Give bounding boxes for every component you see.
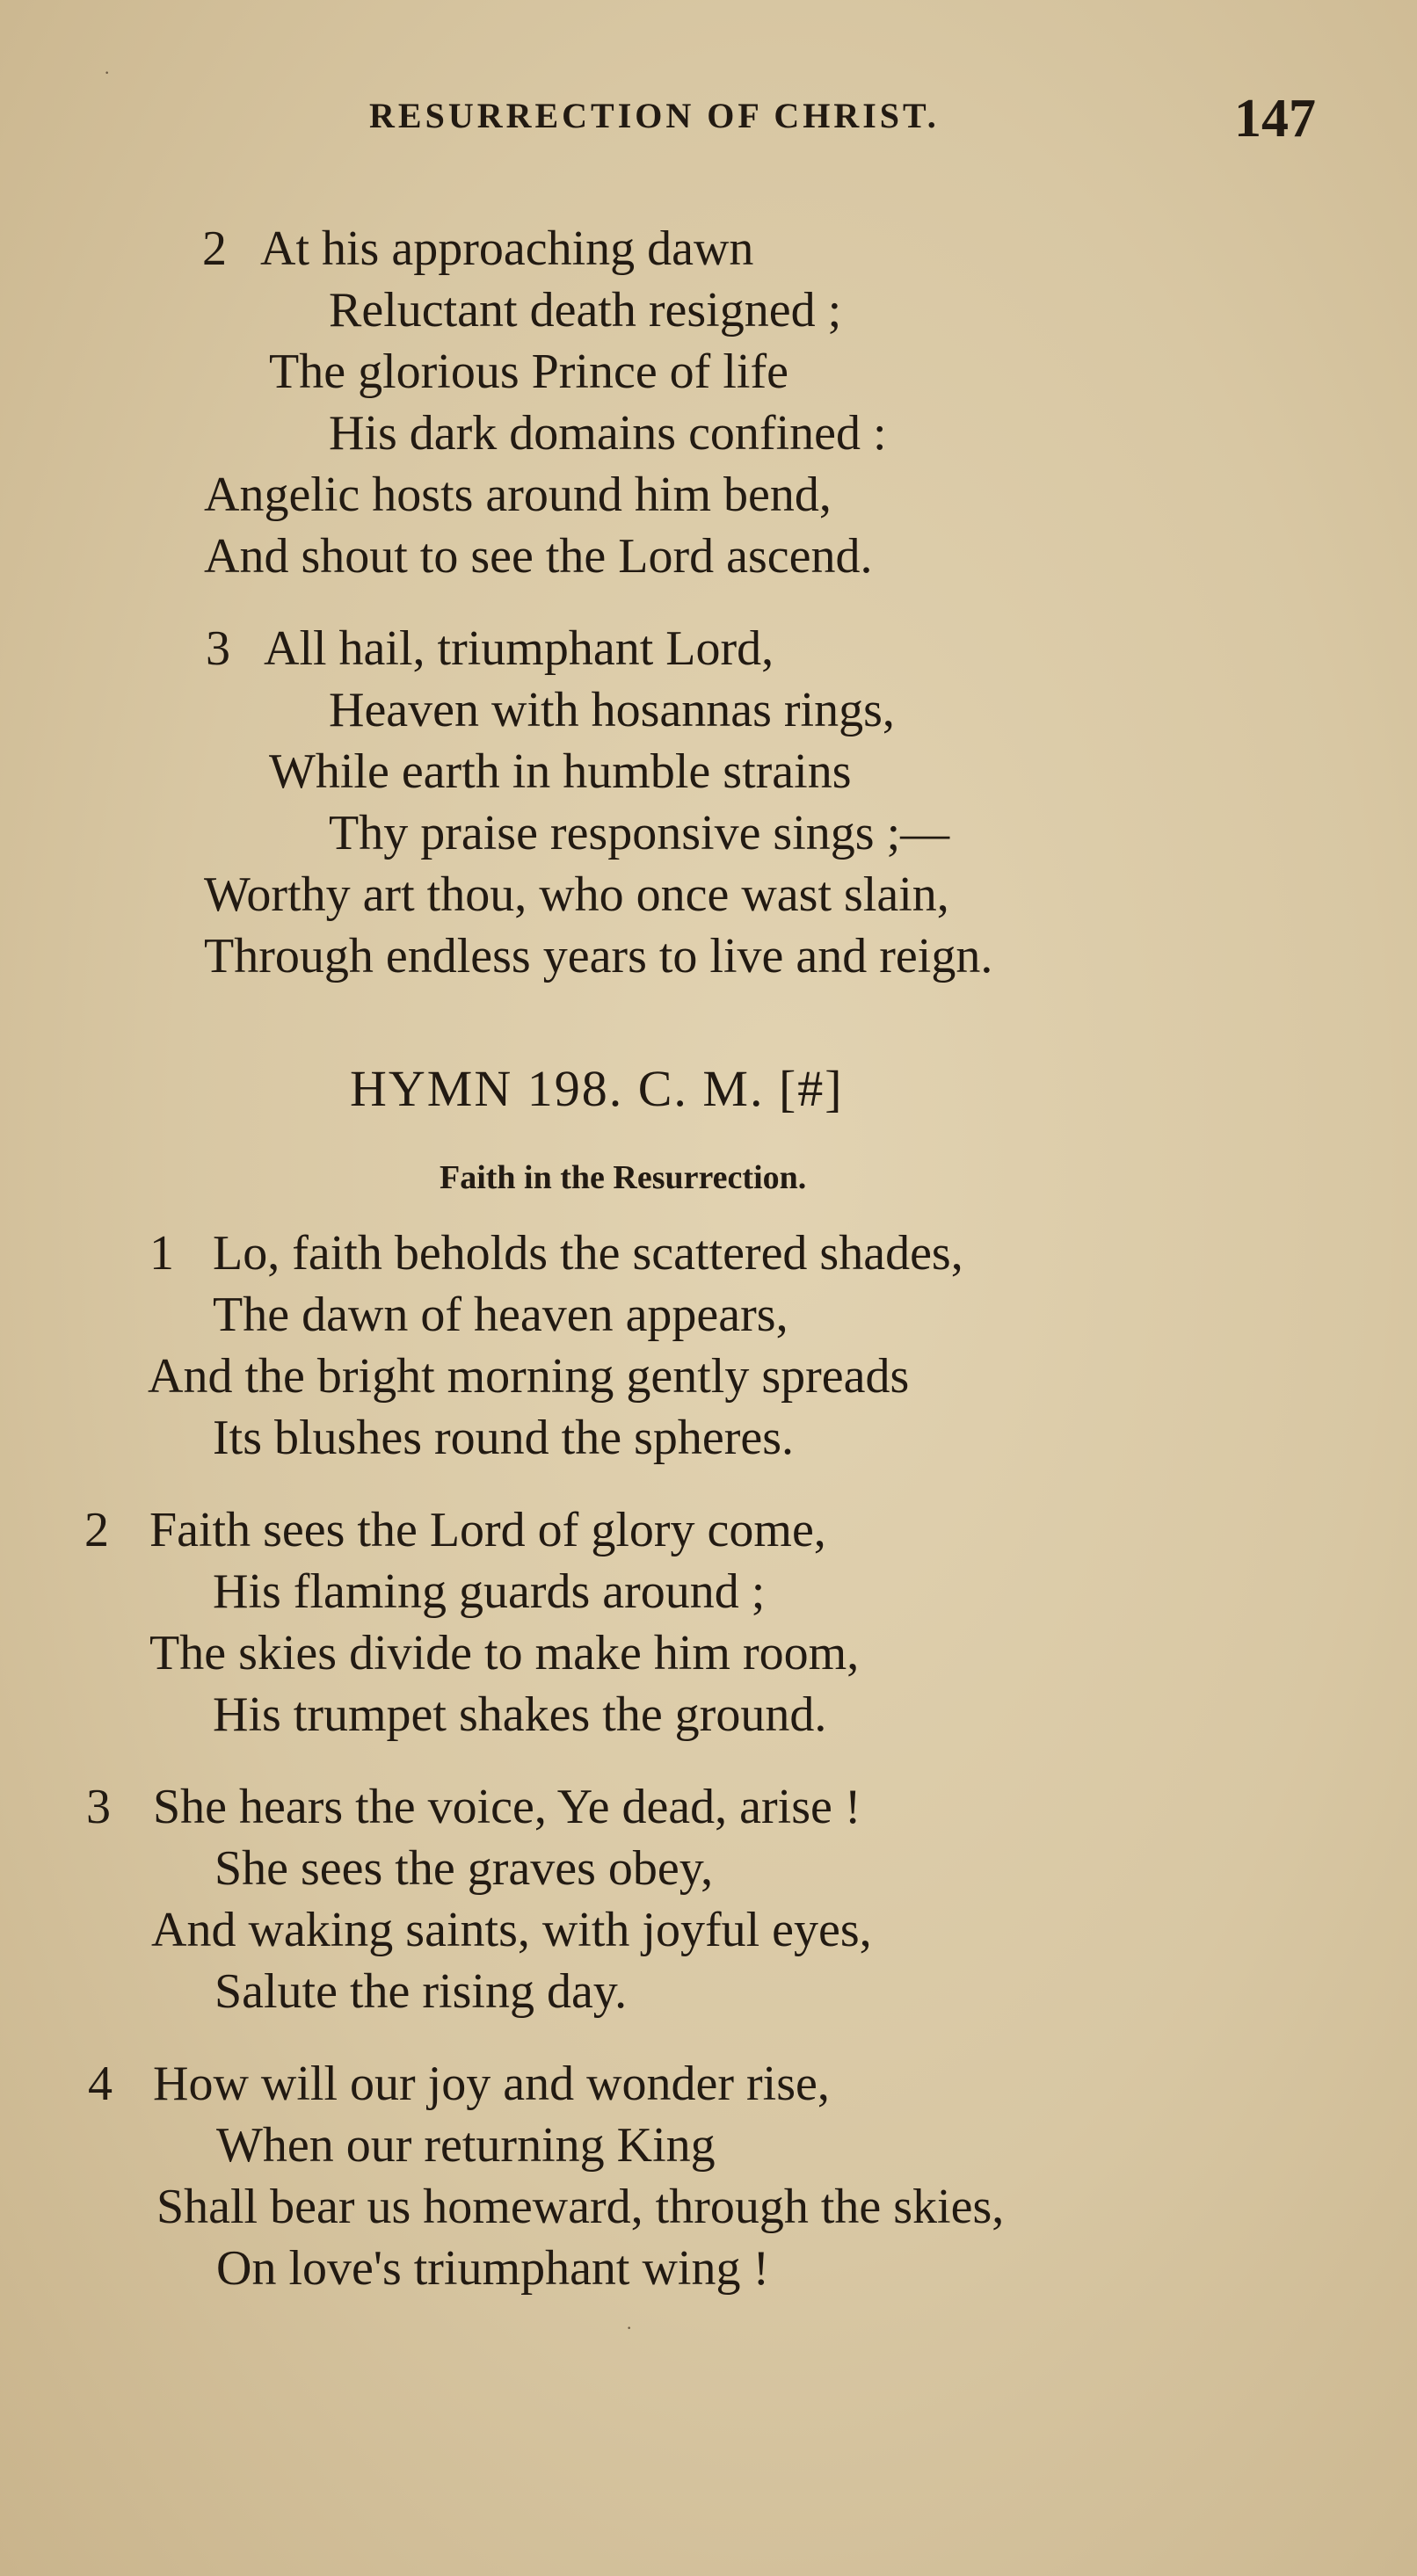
stanza-line [206,621,774,676]
stanza-number: 3 [86,1780,111,1834]
stanza-line [202,221,754,276]
verse-line: Worthy art thou, who once wast slain, [204,867,949,922]
paper-speck: · [104,62,111,83]
stanza-line [84,1503,826,1557]
verse-line: The glorious Prince of life [269,345,788,399]
stanza-number: 4 [88,2057,113,2111]
stanza-number: 2 [84,1503,109,1557]
verse-line: The skies divide to make him room, [149,1626,860,1680]
verse-line: And waking saints, with joyful eyes, [151,1903,872,1957]
verse-line: On love's triumphant wing ! [216,2241,770,2296]
hymn-subtitle: Faith in the Resurrection. [440,1159,807,1196]
verse-line: And shout to see the Lord ascend. [204,529,873,584]
verse-line: All hail, triumphant Lord, [264,621,774,676]
paper-speck: · [626,2317,633,2339]
verse-line: She hears the voice, Ye dead, arise ! [153,1780,861,1834]
page-number: 147 [1234,89,1316,149]
verse-line: Reluctant death resigned ; [329,283,842,337]
verse-line: Heaven with hosannas rings, [329,683,895,737]
stanza-line [86,1782,861,1832]
verse-line: At his approaching dawn [260,221,754,276]
stanza-line [88,2057,830,2111]
hymn-title: HYMN 198. C. M. [#] [350,1060,844,1117]
verse-line: Thy praise responsive sings ;— [329,806,950,860]
verse-line: His flaming guards around ; [213,1564,766,1619]
verse-line: Shall bear us homeward, through the skies, [156,2180,1005,2234]
stanza-line [149,1226,963,1281]
verse-line: His trumpet shakes the ground. [213,1687,827,1742]
verse-line: The dawn of heaven appears, [213,1288,788,1342]
verse-line: And the bright morning gently spreads [148,1349,910,1404]
verse-line: While earth in humble strains [269,744,852,799]
verse-line: How will our joy and wonder rise, [153,2057,830,2111]
verse-line: She sees the graves obey, [214,1841,714,1896]
verse-line: Lo, faith beholds the scattered shades, [213,1226,963,1281]
verse-line: When our returning King [216,2118,716,2173]
stanza-number: 1 [149,1226,174,1281]
verse-line: Angelic hosts around him bend, [204,468,832,522]
verse-line: Its blushes round the spheres. [213,1411,795,1465]
running-head: RESURRECTION OF CHRIST. [369,96,940,135]
stanza-number: 2 [202,221,227,276]
verse-line: Salute the rising day. [214,1964,628,2019]
verse-line: Through endless years to live and reign. [204,929,993,983]
verse-line: His dark domains confined : [329,406,887,461]
stanza-number: 3 [206,621,230,676]
verse-line: Faith sees the Lord of glory come, [149,1503,826,1557]
